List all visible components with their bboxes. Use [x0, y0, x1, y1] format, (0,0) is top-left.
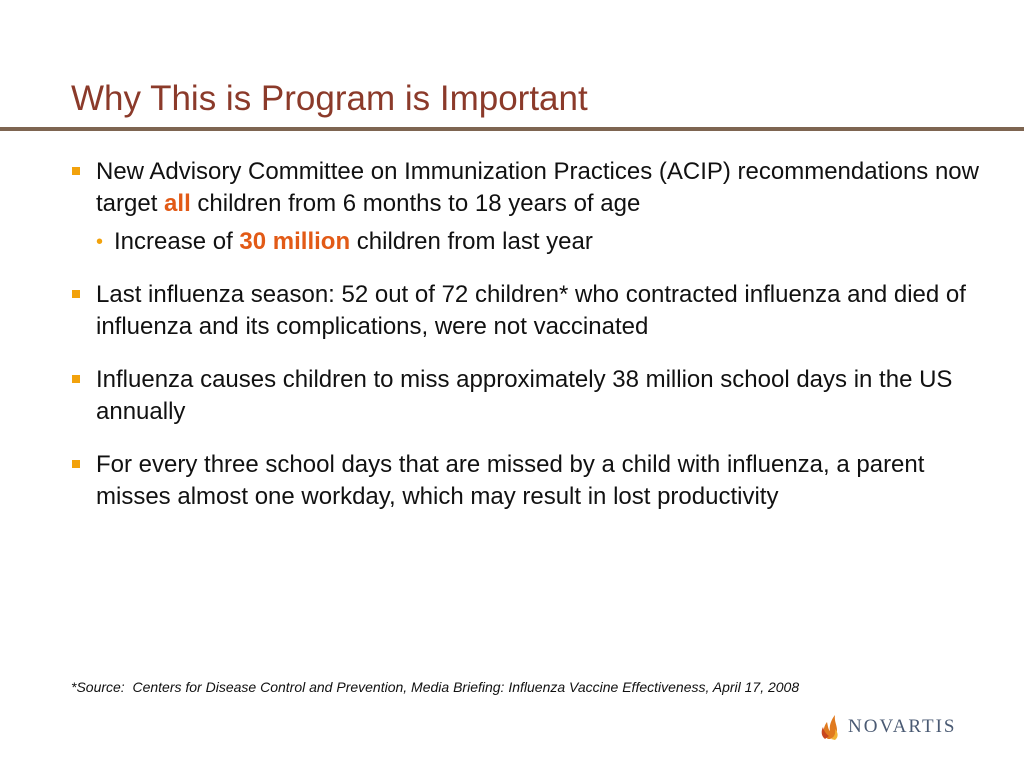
sub-bullet-text: Increase of: [114, 228, 240, 255]
bullet-item-last-season: [72, 279, 992, 343]
bullet-text: Last influenza season: 52 out of 72 children* who contracted influenza and died of influenza and its complications, were not vaccinated: [96, 281, 966, 340]
source-footnote: *Source: Centers for Disease Control and Prevention, Media Briefing: Influenza Vaccine Effectiveness, April 17, 2008: [71, 679, 800, 695]
bullet-item-workday: [72, 449, 992, 513]
title-divider: [0, 127, 1024, 131]
novartis-logo: [819, 712, 956, 742]
bullet-text: New Advisory Committee on Immunization Practices (ACIP) recommendations now target: [96, 158, 979, 217]
logo-wordmark: NOVARTIS: [848, 716, 957, 737]
sub-bullet-text: children from last year: [350, 228, 593, 255]
emphasis-text: all: [164, 190, 191, 217]
bullet-item-acip: [72, 156, 992, 220]
square-bullet-icon: [72, 167, 80, 175]
bullet-text: For every three school days that are missed by a child with influenza, a parent misses almost one workday, which may result in lost productivity: [96, 451, 925, 510]
bullet-text: children from 6 months to 18 years of age: [190, 190, 641, 217]
bullet-text: Influenza causes children to miss approximately 38 million school days in the US annually: [96, 366, 953, 425]
flame-icon: [819, 713, 841, 741]
bullet-item-school-days: [72, 364, 992, 428]
bullet-list: [72, 156, 992, 513]
sub-bullet-item: [96, 226, 992, 258]
square-bullet-icon: [72, 375, 80, 383]
emphasis-text: 30 million: [239, 228, 351, 255]
square-bullet-icon: [72, 460, 80, 468]
square-bullet-icon: [72, 290, 80, 298]
slide-title: Why This is Program is Important: [71, 79, 588, 118]
dot-bullet-icon: •: [96, 231, 104, 253]
